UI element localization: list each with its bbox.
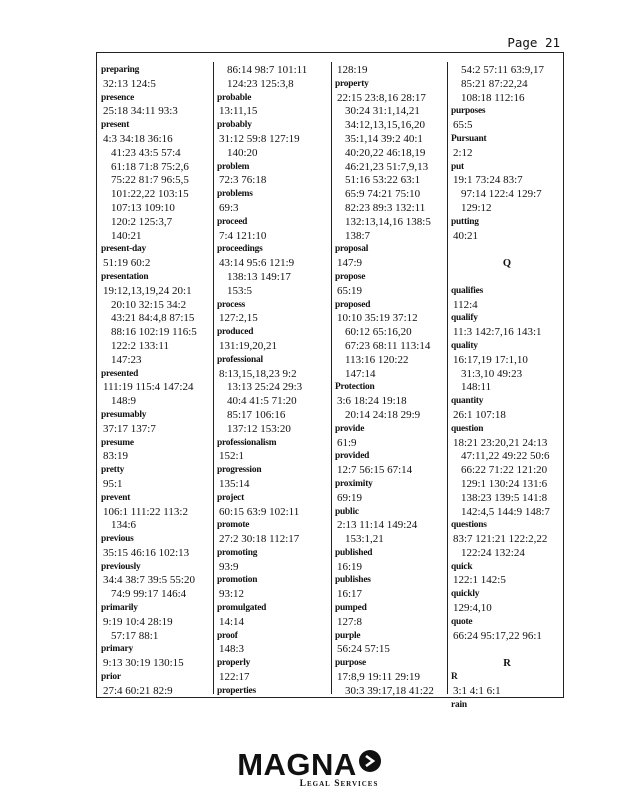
index-references: 88:16 102:19 116:5 xyxy=(111,326,197,339)
index-references: 34:4 38:7 39:5 55:20 xyxy=(103,574,195,587)
index-term: preparing xyxy=(101,65,140,75)
index-references: 152:1 xyxy=(219,450,245,463)
index-term: provided xyxy=(335,451,370,462)
index-references: 16:17,19 17:1,10 xyxy=(453,353,528,366)
index-term: quote xyxy=(451,616,473,627)
index-references: 148:9 xyxy=(111,395,137,408)
index-term: properly xyxy=(217,658,251,669)
index-references: 148:11 xyxy=(461,381,492,394)
index-term: primarily xyxy=(101,603,138,614)
index-term: provide xyxy=(335,423,365,434)
index-term: professionalism xyxy=(217,437,277,448)
index-term: putting xyxy=(451,216,479,227)
index-term: quality xyxy=(451,340,478,351)
magna-logo xyxy=(0,748,618,789)
index-references: 65:5 xyxy=(453,119,473,132)
index-references: 51:16 53:22 63:1 xyxy=(345,174,421,187)
index-references: 124:23 125:3,8 xyxy=(227,77,294,90)
index-references: 122:24 132:24 xyxy=(461,546,525,559)
index-references: 65:19 xyxy=(337,284,363,297)
index-column-4 xyxy=(451,64,563,712)
index-term: professional xyxy=(217,354,263,365)
index-references: 86:14 98:7 101:11 xyxy=(227,64,308,76)
page-number: Page 21 xyxy=(507,35,560,50)
index-references: 60:12 65:16,20 xyxy=(345,326,412,339)
index-term: questions xyxy=(451,520,487,531)
column-divider xyxy=(331,62,332,694)
index-term: progression xyxy=(217,465,262,476)
index-term: presence xyxy=(101,92,135,103)
index-term: previously xyxy=(101,561,141,572)
spacer xyxy=(451,271,563,285)
index-references: 142:4,5 144:9 148:7 xyxy=(461,505,550,518)
index-references: 4:3 34:18 36:16 xyxy=(103,132,173,145)
index-references: 13:11,15 xyxy=(219,105,258,118)
index-term: public xyxy=(335,506,359,517)
index-references: 40:4 41:5 71:20 xyxy=(227,395,297,408)
index-term: propose xyxy=(335,271,366,282)
index-references: 56:24 57:15 xyxy=(337,643,390,656)
index-references: 67:23 68:11 113:14 xyxy=(345,339,431,352)
index-references: 108:18 112:16 xyxy=(461,91,525,104)
index-term: Protection xyxy=(335,382,375,393)
index-references: 66:22 71:22 121:20 xyxy=(461,464,548,477)
index-references: 18:21 23:20,21 24:13 xyxy=(453,436,548,449)
index-references: 122:1 142:5 xyxy=(453,574,506,587)
index-references: 9:13 30:19 130:15 xyxy=(103,657,184,670)
index-references: 140:20 xyxy=(227,146,258,159)
index-references: 122:17 xyxy=(219,671,250,684)
index-column-1 xyxy=(101,64,213,699)
index-references: 85:21 87:22,24 xyxy=(461,77,528,90)
index-term: proximity xyxy=(335,478,373,489)
index-references: 83:19 xyxy=(103,450,129,463)
index-references: 113:16 120:22 xyxy=(345,353,409,366)
index-references: 20:14 24:18 29:9 xyxy=(345,408,421,421)
index-references: 30:24 31:1,14,21 xyxy=(345,105,420,118)
index-references: 129:12 xyxy=(461,201,492,214)
index-term: presume xyxy=(101,437,134,448)
index-page-frame xyxy=(96,52,564,710)
index-term: proof xyxy=(217,630,238,641)
index-term: prior xyxy=(101,672,121,683)
index-term: proceedings xyxy=(217,244,263,255)
index-references: 83:7 121:21 122:2,22 xyxy=(453,533,548,546)
index-references: 128:19 xyxy=(337,64,368,76)
index-references: 25:18 34:11 93:3 xyxy=(103,105,178,118)
index-term: qualifies xyxy=(451,285,484,296)
index-references: 66:24 95:17,22 96:1 xyxy=(453,629,542,642)
index-term: promotion xyxy=(217,575,258,586)
index-references: 61:18 71:8 75:2,6 xyxy=(111,160,189,173)
index-references: 16:17 xyxy=(337,588,363,601)
index-references: 32:13 124:5 xyxy=(103,77,156,90)
index-term: proposal xyxy=(335,244,369,255)
index-references: 47:11,22 49:22 50:6 xyxy=(461,450,550,463)
index-references: 127:8 xyxy=(337,615,363,628)
index-references: 20:10 32:15 34:2 xyxy=(111,298,187,311)
index-term: project xyxy=(217,492,245,503)
column-divider xyxy=(447,62,448,694)
index-references: 61:9 xyxy=(337,436,357,449)
index-term: promulgated xyxy=(217,603,267,614)
index-references: 7:4 121:10 xyxy=(219,229,267,242)
index-term: presumably xyxy=(101,409,147,420)
index-references: 40:21 xyxy=(453,229,479,242)
index-term: presentation xyxy=(101,271,149,282)
index-references: 31:12 59:8 127:19 xyxy=(219,132,300,145)
index-references: 82:23 89:3 132:11 xyxy=(345,201,426,214)
index-term: previous xyxy=(101,534,134,545)
index-references: 3:6 18:24 19:18 xyxy=(337,395,407,408)
index-references: 40:20,22 46:18,19 xyxy=(345,146,426,159)
index-references: 127:2,15 xyxy=(219,312,258,325)
index-term: problems xyxy=(217,189,253,200)
index-term: put xyxy=(451,161,464,172)
index-references: 65:9 74:21 75:10 xyxy=(345,188,421,201)
section-letter: Q xyxy=(502,258,512,270)
index-references: 72:3 76:18 xyxy=(219,174,267,187)
index-term: quantity xyxy=(451,396,484,407)
index-references: 129:1 130:24 131:6 xyxy=(461,477,548,490)
index-references: 147:9 xyxy=(337,257,363,270)
index-references: 11:3 142:7,16 143:1 xyxy=(453,326,542,339)
index-term: presented xyxy=(101,368,139,379)
index-references: 43:14 95:6 121:9 xyxy=(219,257,295,270)
index-term: property xyxy=(335,78,369,89)
index-references: 120:2 125:3,7 xyxy=(111,215,173,228)
index-references: 153:5 xyxy=(227,284,253,297)
index-references: 112:4 xyxy=(453,298,478,311)
index-term: present xyxy=(101,120,130,131)
index-references: 148:3 xyxy=(219,643,245,656)
index-references: 30:3 39:17,18 41:22 xyxy=(345,684,434,697)
index-references: 27:4 60:21 82:9 xyxy=(103,684,173,697)
index-term: primary xyxy=(101,644,133,655)
index-references: 85:17 106:16 xyxy=(227,408,286,421)
index-references: 2:12 xyxy=(453,146,473,159)
spacer xyxy=(451,243,563,257)
index-term: purpose xyxy=(335,658,366,669)
index-references: 93:12 xyxy=(219,588,245,601)
index-references: 138:7 xyxy=(345,229,371,242)
index-references: 22:15 23:8,16 28:17 xyxy=(337,91,426,104)
index-references: 57:17 88:1 xyxy=(111,629,159,642)
index-references: 69:3 xyxy=(219,201,239,214)
index-term: promoting xyxy=(217,547,258,558)
index-term: produced xyxy=(217,327,254,338)
column-divider xyxy=(213,62,214,694)
logo-name: MAGNA xyxy=(237,747,357,782)
index-references: 31:3,10 49:23 xyxy=(461,367,523,380)
index-term: purposes xyxy=(451,106,486,117)
index-references: 135:14 xyxy=(219,477,250,490)
index-references: 153:1,21 xyxy=(345,533,384,546)
index-term: qualify xyxy=(451,313,478,324)
index-references: 9:19 10:4 28:19 xyxy=(103,615,173,628)
index-term: promote xyxy=(217,520,250,531)
index-references: 60:15 63:9 102:11 xyxy=(219,505,300,518)
index-references: 35:1,14 39:2 40:1 xyxy=(345,132,423,145)
index-term: pumped xyxy=(335,603,367,614)
arrow-right-icon xyxy=(359,750,381,772)
index-references: 41:23 43:5 57:4 xyxy=(111,146,181,159)
index-references: 3:1 4:1 6:1 xyxy=(453,684,501,697)
index-references: 12:7 56:15 67:14 xyxy=(337,464,413,477)
index-references: 137:12 153:20 xyxy=(227,422,291,435)
index-references: 111:19 115:4 147:24 xyxy=(103,381,194,394)
index-term: purple xyxy=(335,630,361,641)
index-references: 35:15 46:16 102:13 xyxy=(103,546,190,559)
logo-wordmark xyxy=(0,748,618,782)
index-term: quickly xyxy=(451,589,480,600)
index-term: question xyxy=(451,423,484,434)
index-references: 101:22,22 103:15 xyxy=(111,188,189,201)
index-references: 10:10 35:19 37:12 xyxy=(337,312,418,325)
index-term: published xyxy=(335,547,373,558)
index-term: rain xyxy=(451,699,467,710)
index-references: 46:21,23 51:7,9,13 xyxy=(345,160,429,173)
index-term: properties xyxy=(217,685,256,696)
index-references: 106:1 111:22 113:2 xyxy=(103,505,188,518)
index-references: 37:17 137:7 xyxy=(103,422,156,435)
index-term: present-day xyxy=(101,244,147,255)
index-references: 54:2 57:11 63:9,17 xyxy=(461,64,545,76)
index-references: 95:1 xyxy=(103,477,123,490)
index-references: 131:19,20,21 xyxy=(219,339,278,352)
index-column-2 xyxy=(217,64,331,699)
index-term: probable xyxy=(217,92,252,103)
index-references: 129:4,10 xyxy=(453,602,492,615)
index-references: 132:13,14,16 138:5 xyxy=(345,215,431,228)
index-references: 140:21 xyxy=(111,229,142,242)
index-term: pretty xyxy=(101,465,125,476)
index-references: 97:14 122:4 129:7 xyxy=(461,188,542,201)
index-term: Pursuant xyxy=(451,133,487,144)
logo-tagline: Legal Services xyxy=(299,779,379,789)
index-references: 122:2 133:11 xyxy=(111,339,169,352)
index-term: proceed xyxy=(217,216,248,227)
index-references: 147:14 xyxy=(345,367,376,380)
index-references: 16:19 xyxy=(337,560,363,573)
index-term: process xyxy=(217,299,246,310)
spacer xyxy=(451,643,563,657)
index-references: 17:8,9 19:11 29:19 xyxy=(337,671,421,684)
index-references: 26:1 107:18 xyxy=(453,408,506,421)
index-term: problem xyxy=(217,161,250,172)
index-references: 13:13 25:24 29:3 xyxy=(227,381,303,394)
index-references: 147:23 xyxy=(111,353,142,366)
index-references: 27:2 30:18 112:17 xyxy=(219,533,300,546)
index-term: quick xyxy=(451,561,473,572)
index-references: 75:22 81:7 96:5,5 xyxy=(111,174,189,187)
index-references: 19:1 73:24 83:7 xyxy=(453,174,523,187)
index-references: 43:21 84:4,8 87:15 xyxy=(111,312,195,325)
index-term: publishes xyxy=(335,575,371,586)
index-references: 8:13,15,18,23 9:2 xyxy=(219,367,297,380)
section-letter: R xyxy=(503,658,511,670)
index-term: proposed xyxy=(335,299,371,310)
index-references: 51:19 60:2 xyxy=(103,257,151,270)
index-term: probably xyxy=(217,120,252,131)
index-references: 93:9 xyxy=(219,560,239,573)
index-references: 19:12,13,19,24 20:1 xyxy=(103,284,192,297)
index-references: 34:12,13,15,16,20 xyxy=(345,119,426,132)
index-column-3 xyxy=(335,64,447,699)
index-references: 14:14 xyxy=(219,615,245,628)
index-references: 69:19 xyxy=(337,491,363,504)
index-references: 134:6 xyxy=(111,519,137,532)
index-term: prevent xyxy=(101,492,131,503)
index-references: 2:13 11:14 149:24 xyxy=(337,519,418,532)
index-references: 138:23 139:5 141:8 xyxy=(461,491,548,504)
index-term: R xyxy=(451,672,458,683)
index-references: 138:13 149:17 xyxy=(227,270,291,283)
index-references: 107:13 109:10 xyxy=(111,201,175,214)
index-references: 74:9 99:17 146:4 xyxy=(111,588,187,601)
